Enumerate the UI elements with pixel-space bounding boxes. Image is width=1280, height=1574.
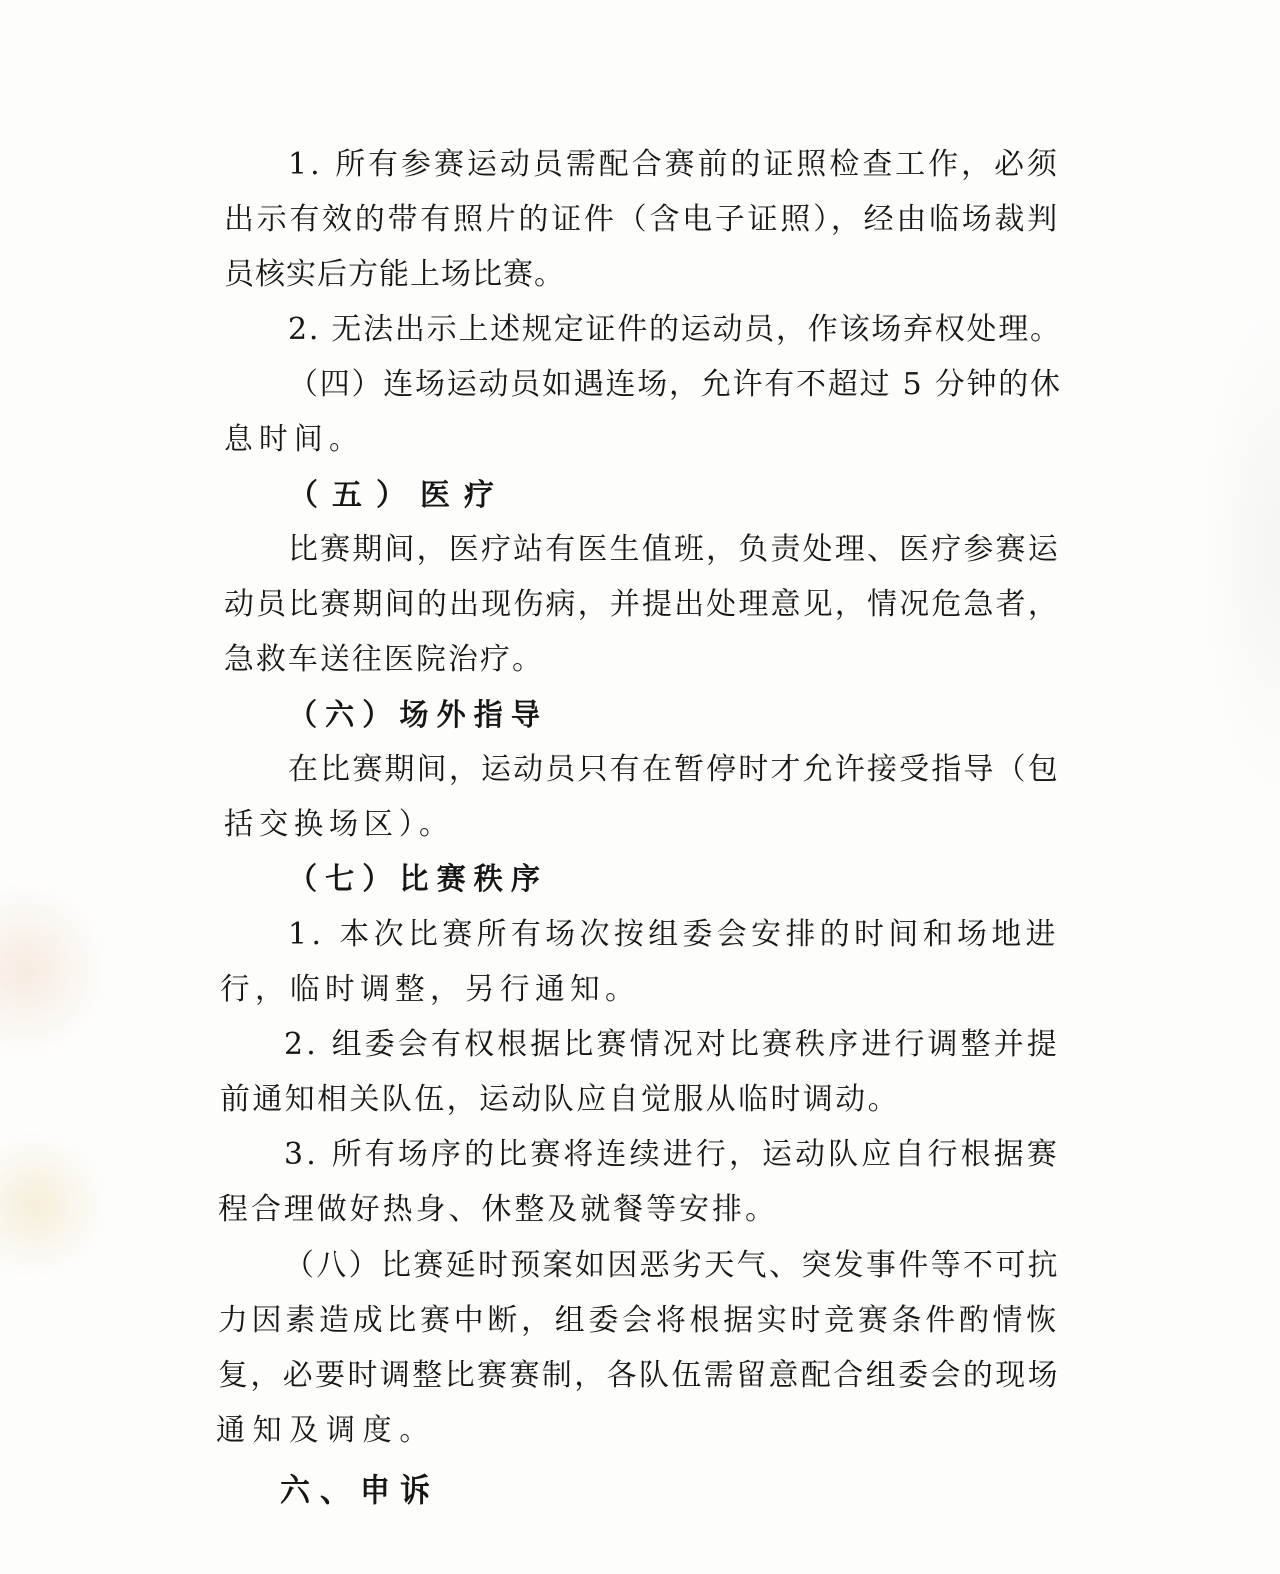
body-text-line: 1. 所有参赛运动员需配合赛前的证照检查工作，必须 bbox=[288, 147, 1060, 182]
body-text-line: 复，必要时调整比赛赛制，各队伍需留意配合组委会的现场 bbox=[218, 1358, 1060, 1393]
section-subheading: （六）场外指导 bbox=[288, 698, 548, 733]
body-text-line: 息时间。 bbox=[224, 422, 364, 457]
body-text-line: 括交换场区）。 bbox=[224, 807, 454, 842]
body-text-line: 出示有效的带有照片的证件（含电子证照），经由临场裁判 bbox=[224, 202, 1060, 237]
body-text-line: 前通知相关队伍，运动队应自觉服从临时调动。 bbox=[220, 1082, 900, 1117]
body-text-line: 程合理做好热身、休整及就餐等安排。 bbox=[218, 1192, 778, 1227]
body-text-line: 员核实后方能上场比赛。 bbox=[224, 257, 565, 292]
body-text-line: 1. 本次比赛所有场次按组委会安排的时间和场地进 bbox=[288, 917, 1060, 952]
paper-stain bbox=[1200, 300, 1280, 800]
section-heading: 六、申诉 bbox=[280, 1471, 440, 1509]
body-text-line: 力因素造成比赛中断，组委会将根据实时竞赛条件酌情恢 bbox=[218, 1303, 1060, 1338]
body-text-line: 行，临时调整，另行通知。 bbox=[220, 972, 640, 1007]
body-text-line: （八）比赛延时预案如因恶劣天气、突发事件等不可抗 bbox=[284, 1248, 1060, 1283]
body-text-line: 3. 所有场序的比赛将连续进行，运动队应自行根据赛 bbox=[284, 1137, 1060, 1172]
paper-stain bbox=[0, 880, 110, 1060]
body-text-line: 2. 组委会有权根据比赛情况对比赛秩序进行调整并提 bbox=[284, 1027, 1060, 1062]
paper-stain bbox=[0, 1130, 110, 1280]
body-text-line: 通知及调度。 bbox=[216, 1413, 436, 1448]
body-text-line: 急救车送往医院治疗。 bbox=[224, 642, 544, 677]
body-text-line: （四）连场运动员如遇连场，允许有不超过 5 分钟的休 bbox=[288, 367, 1062, 402]
section-subheading: （五）医疗 bbox=[288, 478, 508, 513]
body-text-line: 动员比赛期间的出现伤病，并提出处理意见，情况危急者， bbox=[224, 587, 1060, 622]
body-text-line: 2. 无法出示上述规定证件的运动员，作该场弃权处理。 bbox=[288, 312, 1062, 347]
body-text-line: 比赛期间，医疗站有医生值班，负责处理、医疗参赛运 bbox=[288, 532, 1060, 567]
body-text-line: 在比赛期间，运动员只有在暂停时才允许接受指导（包 bbox=[288, 752, 1060, 787]
section-subheading: （七）比赛秩序 bbox=[288, 862, 548, 897]
